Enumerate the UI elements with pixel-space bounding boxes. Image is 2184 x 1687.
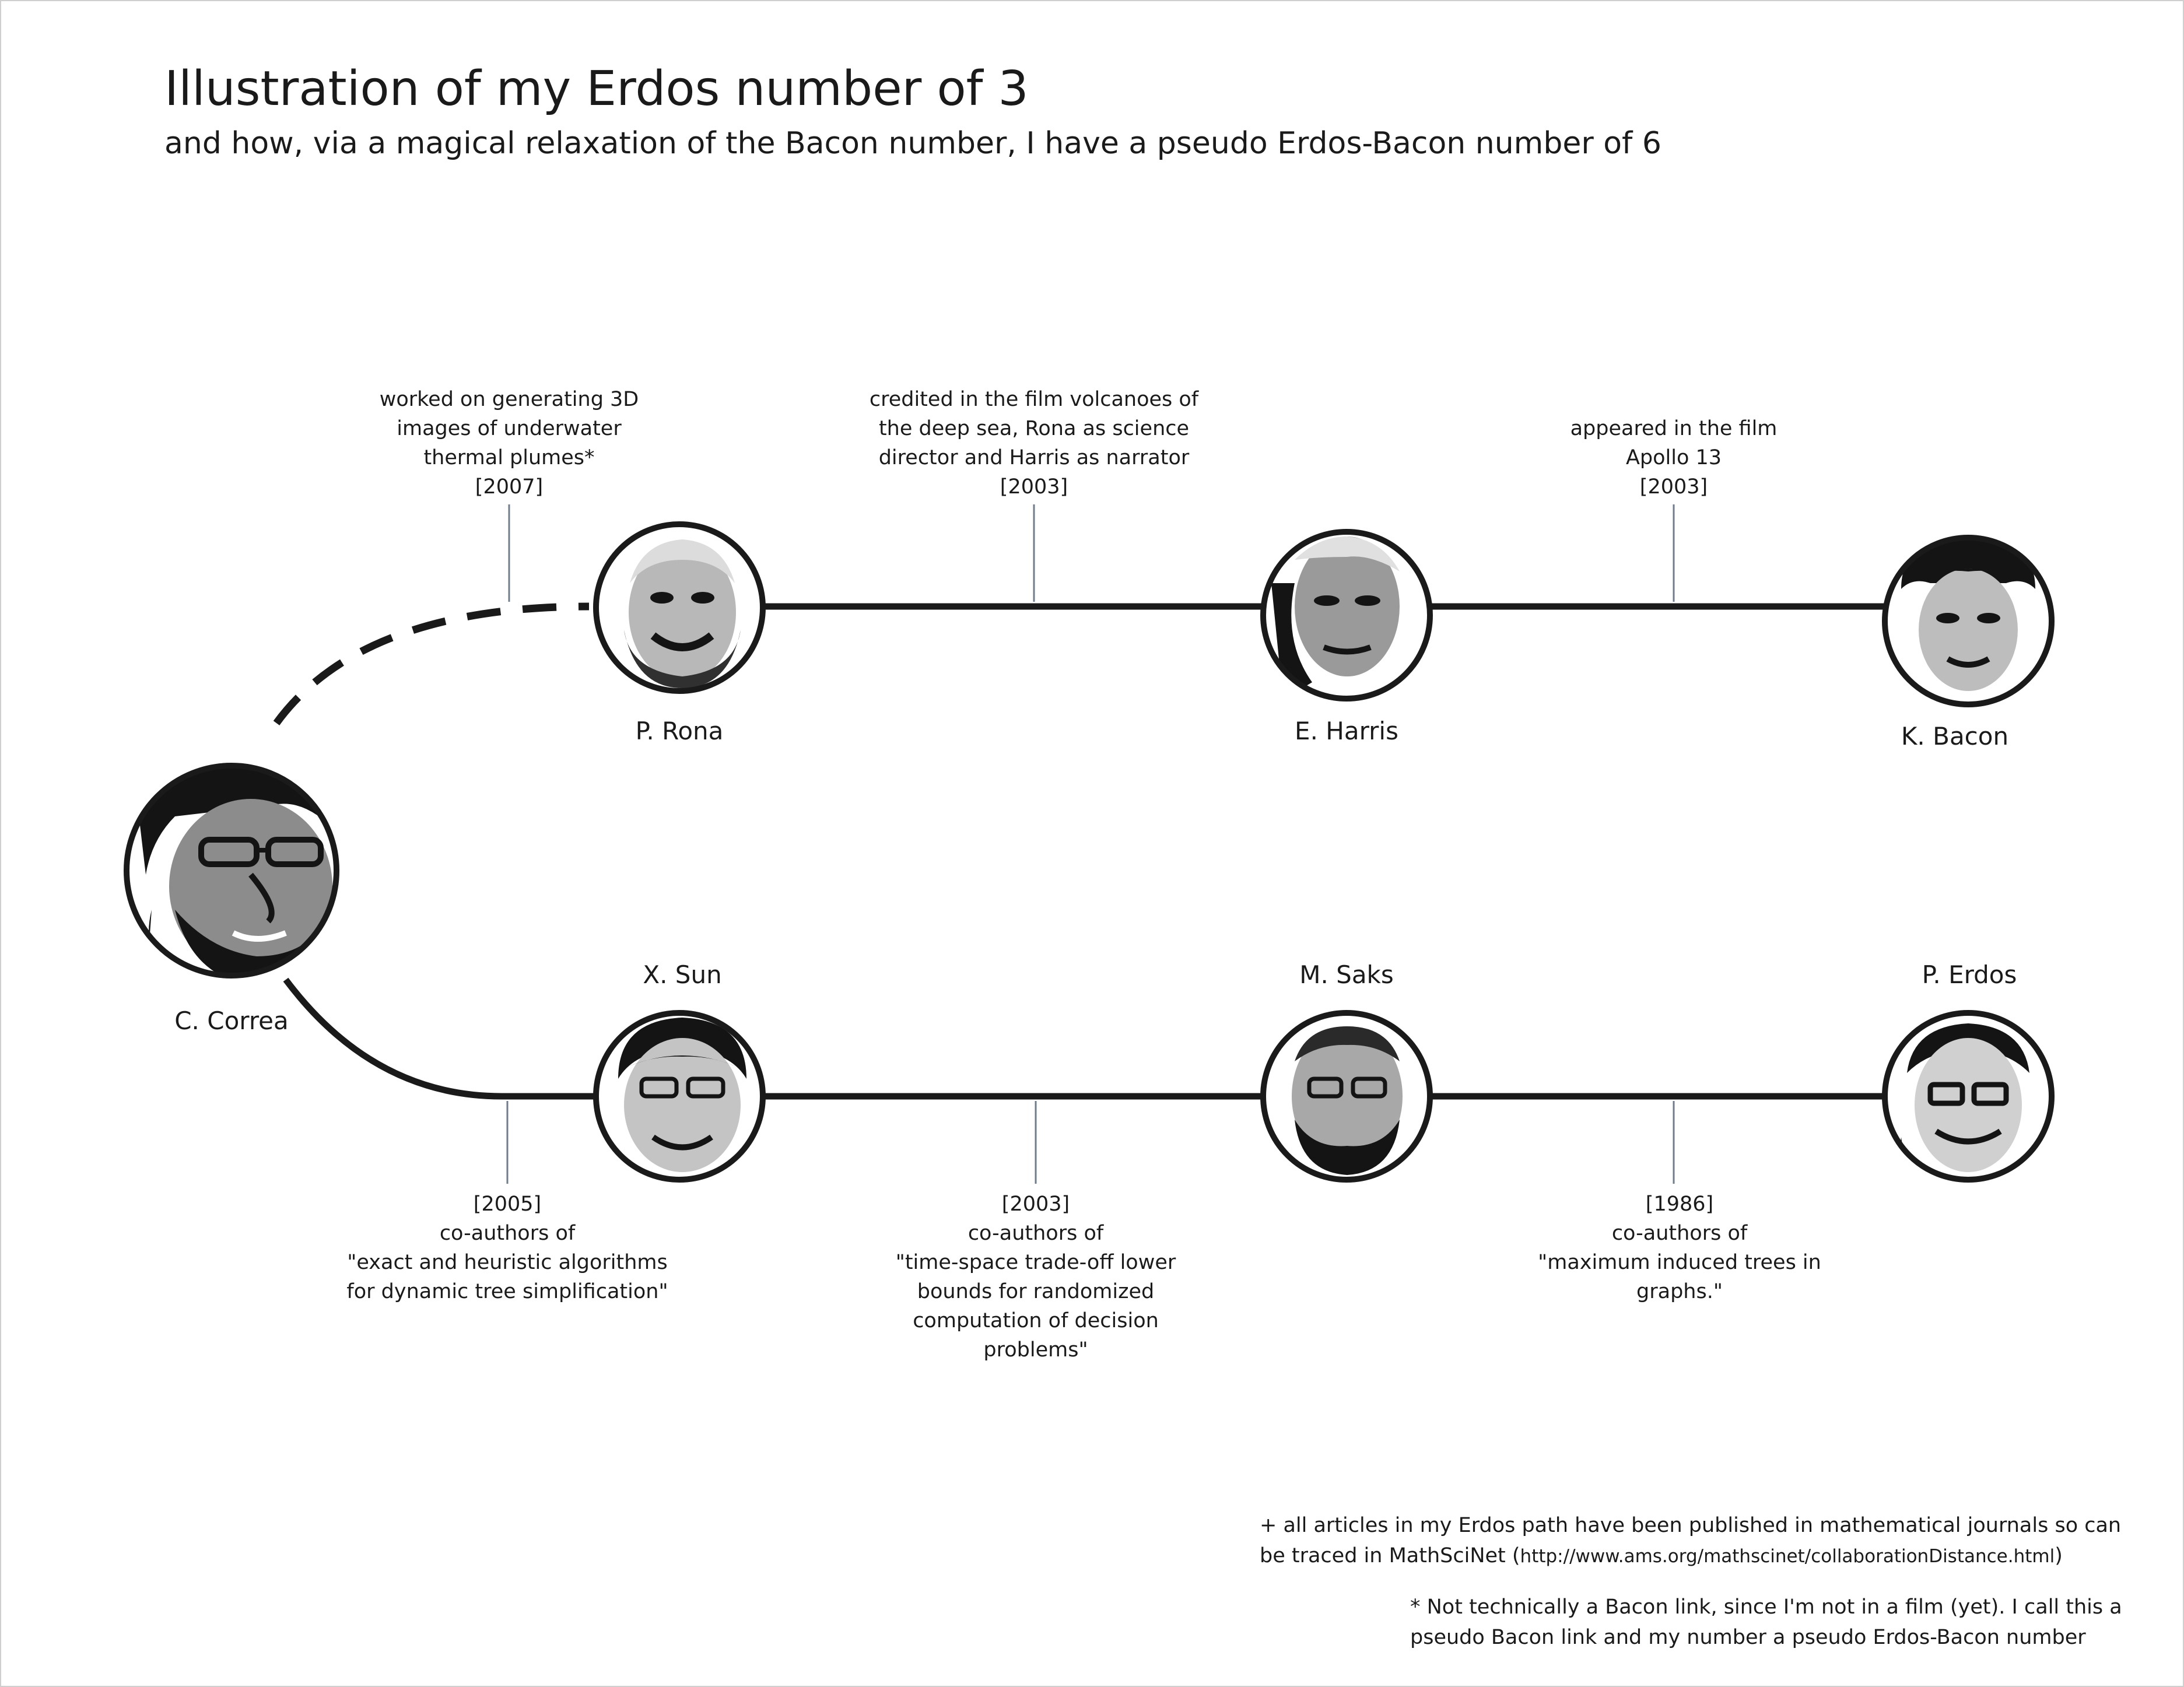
footnote-mathscinet-text: + all articles in my Erdos path have been published in mathematical journals so can be traced in MathSciNet ( (1260, 1514, 2122, 1567)
mathscinet-url[interactable]: http://www.ams.org/mathscinet/collaborationDistance.html (1520, 1546, 2055, 1567)
page-title: Illustration of my Erdos number of 3 (164, 61, 1029, 117)
name-bacon: K. Bacon (1901, 722, 2009, 750)
footnote-mathscinet-end: ) (2055, 1544, 2063, 1567)
note-harris-bacon: appeared in the film Apollo 13 [2003] (1570, 417, 1778, 499)
portrait-harris (1263, 532, 1430, 706)
note-saks-erdos: [1986] co-authors of "maximum induced trees in graphs." (1538, 1193, 1821, 1303)
name-saks: M. Saks (1299, 960, 1394, 989)
footnote-pseudo-bacon: * Not technically a Bacon link, since I'm not in a film (yet). I call this a pseudo Bacon link and my number a pseudo Erdos-Bacon number (1410, 1595, 2122, 1649)
portrait-rona (596, 524, 763, 700)
note-sun-saks: [2003] co-authors of "time-space trade-off lower bounds for randomized computation of decision problems" (895, 1193, 1176, 1362)
portrait-correa (127, 728, 338, 991)
portrait-erdos (1885, 1013, 2052, 1187)
name-correa: C. Correa (174, 1006, 289, 1035)
portrait-bacon (1885, 534, 2052, 711)
note-correa-sun: [2005] co-authors of "exact and heuristic algorithms for dynamic tree simplification" (346, 1193, 668, 1303)
name-harris: E. Harris (1295, 717, 1398, 745)
link-correa-sun (286, 980, 598, 1096)
page-subtitle: and how, via a magical relaxation of the Bacon number, I have a pseudo Erdos-Bacon number of 6 (164, 126, 1661, 161)
footnote-mathscinet (1260, 1510, 2169, 1572)
portrait-saks (1263, 1013, 1430, 1180)
note-rona-harris: credited in the film volcanoes of the deep sea, Rona as science director and Harris as narrator [2003] (869, 388, 1199, 499)
name-erdos: P. Erdos (1922, 960, 2017, 989)
pseudo-bacon-link-dashed (276, 606, 589, 723)
note-correa-rona: worked on generating 3D images of underwater thermal plumes* [2007] (379, 388, 639, 499)
name-rona: P. Rona (635, 717, 724, 745)
portrait-sun (596, 1013, 764, 1187)
name-sun: X. Sun (643, 960, 722, 989)
